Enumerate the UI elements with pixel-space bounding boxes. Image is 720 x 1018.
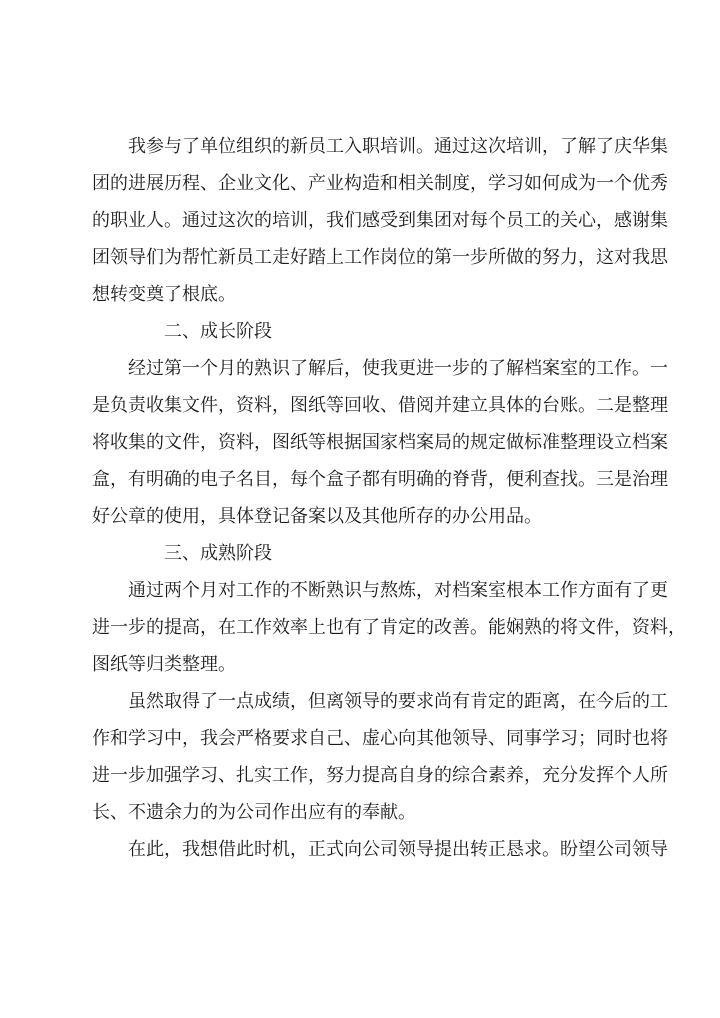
paragraph-line: 图纸等归类整理。 <box>92 654 236 675</box>
paragraph-line: 的职业人。通过这次的培训，我们感受到集团对每个员工的关心，感谢集 <box>92 210 668 231</box>
body-paragraph <box>92 350 668 535</box>
document-body <box>92 128 686 868</box>
paragraph-line: 我参与了单位组织的新员工入职培训。通过这次培训，了解了庆华集 <box>128 136 668 157</box>
paragraph-line: 好公章的使用，具体登记备案以及其他所存的办公用品。 <box>92 506 542 527</box>
paragraph-line: 团领导们为帮忙新员工走好踏上工作岗位的第一步所做的努力，这对我思 <box>92 247 668 268</box>
paragraph-line: 团的进展历程、企业文化、产业构造和相关制度，学习如何成为一个优秀 <box>92 173 668 194</box>
paragraph-line: 进一步的提高，在工作效率上也有了肯定的改善。能娴熟的将文件，资料， <box>92 617 686 638</box>
heading-text: 二、成长阶段 <box>164 321 272 342</box>
paragraph-line: 进一步加强学习、扎实工作，努力提高自身的综合素养，充分发挥个人所 <box>92 765 668 786</box>
section-heading <box>92 535 632 572</box>
heading-text: 三、成熟阶段 <box>164 543 272 564</box>
body-paragraph <box>92 683 668 831</box>
paragraph-line: 在此，我想借此时机，正式向公司领导提出转正恳求。盼望公司领导 <box>128 839 668 860</box>
body-paragraph <box>92 572 686 683</box>
paragraph-line: 想转变奠了根底。 <box>92 284 236 305</box>
paragraph-line: 将收集的文件，资料，图纸等根据国家档案局的规定做标准整理设立档案 <box>92 432 668 453</box>
paragraph-line: 经过第一个月的熟识了解后，使我更进一步的了解档案室的工作。一 <box>128 358 668 379</box>
paragraph-line: 是负责收集文件，资料，图纸等回收、借阅并建立具体的台账。二是整理 <box>92 395 668 416</box>
body-paragraph <box>92 831 668 868</box>
paragraph-line: 虽然取得了一点成绩，但离领导的要求尚有肯定的距离，在今后的工 <box>128 691 668 712</box>
section-heading <box>92 313 632 350</box>
paragraph-line: 作和学习中，我会严格要求自己、虚心向其他领导、同事学习；同时也将 <box>92 728 668 749</box>
body-paragraph <box>92 128 668 313</box>
paragraph-line: 通过两个月对工作的不断熟识与熬炼，对档案室根本工作方面有了更 <box>128 580 668 601</box>
paragraph-line: 长、不遗余力的为公司作出应有的奉献。 <box>92 802 416 823</box>
paragraph-line: 盒，有明确的电子名目，每个盒子都有明确的脊背，便利查找。三是治理 <box>92 469 668 490</box>
